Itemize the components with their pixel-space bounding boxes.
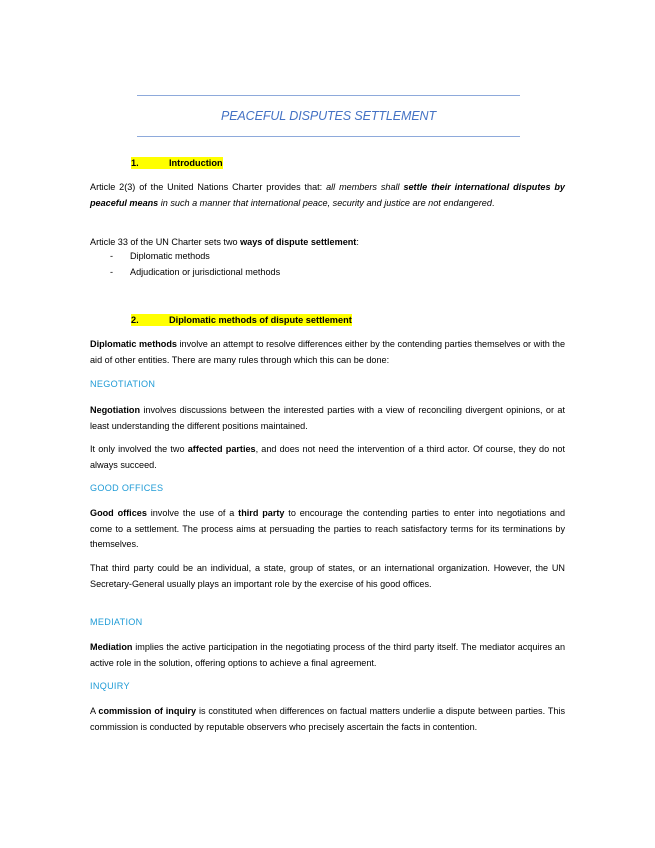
paragraph-diplomatic-methods [90, 337, 565, 368]
heading-highlight [131, 157, 223, 169]
text-run: implies the active participation in the negotiating process of the third party itself. The mediator acquires an active role in the solution, offering options to achieve a final agreement. [90, 642, 565, 668]
section-label: Introduction [169, 158, 223, 168]
paragraph-affected-parties [90, 442, 565, 473]
section-heading-introduction [131, 158, 223, 168]
section-number: 2. [131, 315, 139, 325]
text-run: : [356, 237, 359, 247]
text-run: involve the use of a [146, 508, 239, 518]
list-item-text: Adjudication or jurisdictional methods [130, 267, 281, 277]
section-label: Diplomatic methods of dispute settlement [169, 315, 352, 325]
bold-run: Negotiation [90, 405, 141, 415]
bullet-dash: - [110, 267, 114, 277]
bold-run: ways of dispute settlement [240, 237, 357, 247]
section-heading-diplomatic-methods [131, 315, 352, 325]
paragraph-article-2-3 [90, 180, 565, 211]
paragraph-mediation [90, 640, 565, 671]
list-item [110, 251, 210, 261]
paragraph-inquiry [90, 704, 565, 735]
italic-run: all members shall [326, 182, 404, 192]
bold-run: commission of inquiry [98, 706, 197, 716]
text-run: . [491, 197, 495, 208]
list-item-text: Diplomatic methods [130, 251, 210, 261]
text-run: Article 33 of the UN Charter sets two [90, 237, 241, 247]
bullet-dash: - [110, 251, 114, 261]
text-run: It only involved the two [90, 444, 188, 454]
paragraph-good-offices [90, 506, 565, 553]
bold-run: third party [238, 508, 285, 518]
text-run: to encourage the contending parties to enter into negotiations and come to a settlement. The process aims at persuading the parties to reach satisfactory terms for its terminations by themselves. [90, 508, 566, 550]
heading-highlight [131, 314, 352, 326]
text-run: A [90, 706, 99, 716]
title-rule-bottom [137, 136, 520, 137]
subheading-inquiry: INQUIRY [90, 681, 130, 691]
document-title: PEACEFUL DISPUTES SETTLEMENT [220, 109, 437, 123]
text-run: involves discussions between the interested parties with a view of reconciling divergent opinions, or at least understanding the different positions maintained. [90, 405, 565, 431]
text-run: involve an attempt to resolve differences either by the contending parties themselves or with the aid of other entities. There are many rules through which this can be done: [90, 339, 566, 365]
paragraph-negotiation [90, 403, 565, 434]
subheading-negotiation: NEGOTIATION [90, 379, 156, 389]
bold-run: Mediation [90, 642, 133, 652]
paragraph-third-party: That third party could be an individual, a state, group of states, or an international organization. However, the UN Secretary-General usually plays an important role by the exercise of his good offices. [90, 563, 565, 589]
text-run: Article 2(3) of the United Nations Charter provides that: [90, 182, 327, 192]
bold-italic-run: settle their international disputes by peaceful means [90, 182, 565, 208]
list-item [110, 267, 280, 277]
subheading-mediation: MEDIATION [90, 617, 143, 627]
section-number: 1. [131, 158, 139, 168]
bold-run: Diplomatic methods [90, 339, 177, 349]
italic-run: in such a manner that international peace, security and justice are not endangered [158, 197, 492, 208]
text-run: is constituted when differences on factual matters underlie a dispute between parties. This commission is conducted by reputable observers who precisely ascertain the facts in contention. [90, 706, 565, 732]
text-run: , and does not need the intervention of a third actor. Of course, they do not always succeed. [90, 444, 565, 470]
subheading-good-offices: GOOD OFFICES [90, 483, 164, 493]
paragraph-article-33 [90, 235, 565, 251]
title-rule-top [137, 95, 520, 96]
bold-run: affected parties [187, 444, 256, 454]
bold-run: Good offices [90, 508, 147, 518]
